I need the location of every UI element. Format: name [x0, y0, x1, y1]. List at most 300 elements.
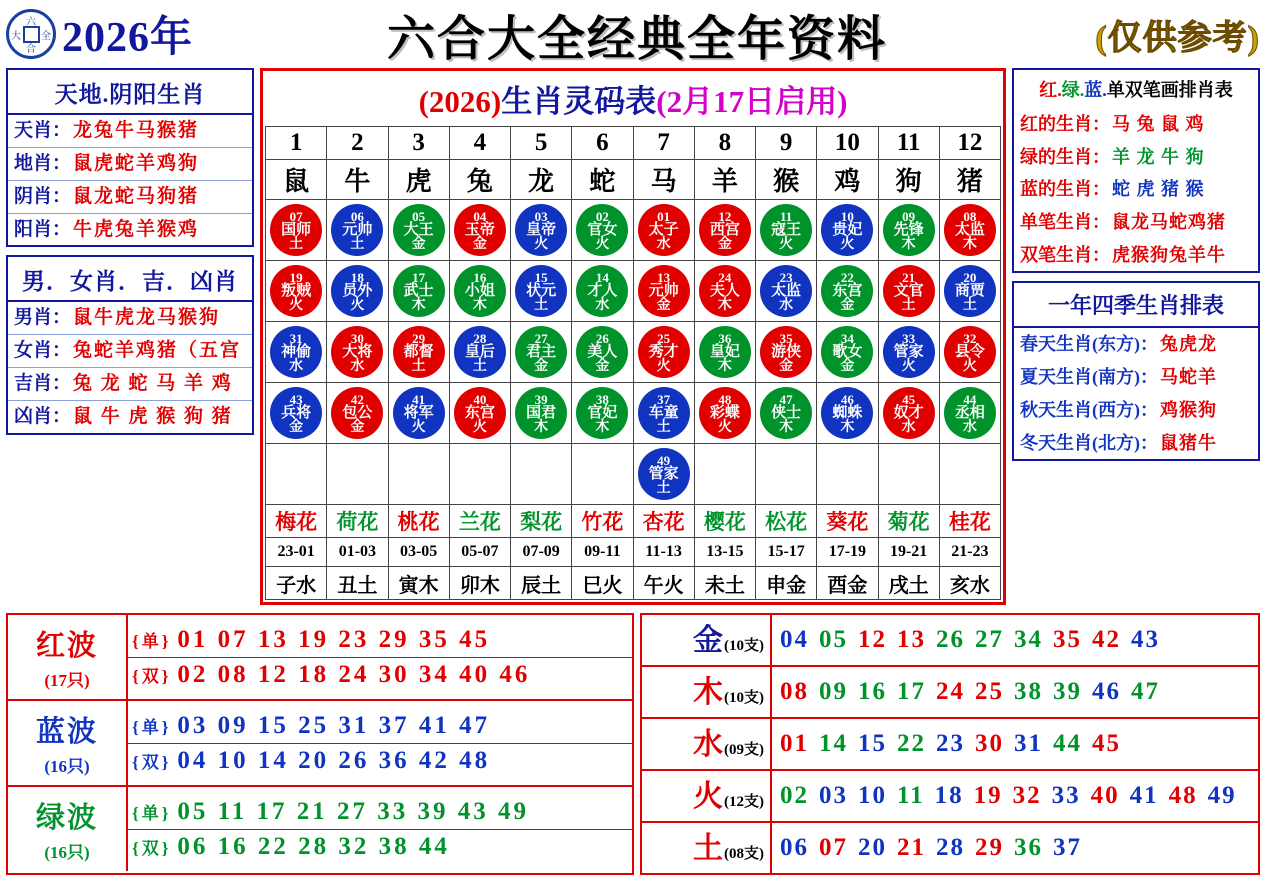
ball-element: 金: [411, 237, 426, 252]
element-number: 47: [1131, 678, 1160, 705]
ball-number: 32: [963, 331, 977, 346]
ball-title: 贵妃: [832, 222, 863, 238]
element-number: 40: [1090, 782, 1120, 809]
element-label: 酉金: [817, 567, 878, 600]
odd-even-tag: {双}: [132, 667, 172, 686]
element-label-cell: [642, 771, 772, 821]
element-number: 41: [1129, 782, 1159, 809]
ball-number: 06: [350, 209, 364, 224]
ball-cell: [327, 383, 388, 444]
ball-number: 03: [534, 209, 548, 224]
ball-title: 官女: [587, 222, 618, 238]
ball-number: 20: [963, 270, 977, 285]
title-main: 生肖灵码表: [501, 84, 657, 119]
wave-number-line: [128, 743, 632, 778]
heaven-earth-box: [6, 68, 254, 247]
ball-title: 太监: [771, 283, 802, 299]
ball-cell: [449, 444, 510, 505]
element-number: 32: [1012, 782, 1042, 809]
element-number: 02: [780, 782, 809, 809]
column-number: 3: [388, 127, 449, 160]
element-number: 39: [1053, 678, 1082, 705]
ball-number: 46: [840, 392, 854, 407]
number-ball[interactable]: [821, 204, 873, 256]
bottom-row: [0, 605, 1266, 875]
wave-row: [8, 701, 632, 787]
ball-element: 木: [962, 237, 977, 252]
zodiac-name: 马: [633, 160, 694, 200]
ball-number: 11: [779, 209, 793, 224]
number-ball[interactable]: [454, 265, 506, 317]
element-count: (09支): [724, 742, 764, 758]
number-ball[interactable]: [454, 204, 506, 256]
ball-cell: [388, 383, 449, 444]
ball-cell: [266, 200, 327, 261]
number-ball[interactable]: [638, 448, 690, 500]
list-item: [1014, 394, 1258, 427]
element-number: 06: [780, 834, 809, 861]
ball-title: 兵将: [281, 405, 312, 421]
title-year: (2026): [418, 84, 502, 119]
wave-number-line: [128, 657, 632, 692]
ball-cell: [939, 261, 1000, 322]
element-number: 19: [973, 782, 1003, 809]
page-header: [0, 0, 1266, 68]
ball-cell: [633, 200, 694, 261]
ball-title: 丞相: [954, 405, 985, 421]
ball-element: 火: [656, 359, 671, 374]
ball-element: 火: [534, 237, 549, 252]
column-number: 12: [939, 127, 1000, 160]
ball-cell: [572, 261, 633, 322]
ball-number: 30: [350, 331, 364, 346]
number-ball[interactable]: [944, 326, 996, 378]
number-ball[interactable]: [515, 326, 567, 378]
number-ball[interactable]: [515, 204, 567, 256]
number-ball[interactable]: [821, 326, 873, 378]
element-label: 卯木: [449, 567, 510, 600]
list-item: [8, 147, 252, 180]
element-label: 戌土: [878, 567, 939, 600]
ball-element: 土: [901, 298, 916, 313]
ball-title: 员外: [342, 283, 373, 299]
ball-cell: [694, 200, 755, 261]
ball-element: 金: [472, 237, 487, 252]
ball-cell: [327, 200, 388, 261]
ball-cell: [756, 383, 817, 444]
row-label: 吉肖：: [14, 373, 72, 395]
list-item: [8, 115, 252, 147]
number-ball[interactable]: [331, 204, 383, 256]
ball-number: 28: [473, 331, 487, 346]
number-ball[interactable]: [270, 387, 322, 439]
ball-title: 文官: [893, 283, 924, 299]
element-label: 巳火: [572, 567, 633, 600]
element-number: 35: [1053, 626, 1082, 653]
flower-name: 梅花: [266, 505, 327, 538]
number-ball[interactable]: [883, 387, 935, 439]
number-ball[interactable]: [576, 204, 628, 256]
number-ball[interactable]: [454, 387, 506, 439]
male-female-title: 男．女肖．吉．凶肖: [8, 257, 252, 302]
element-label: 亥水: [939, 567, 1000, 600]
ball-row-1: [266, 200, 1001, 261]
ball-number: 39: [534, 392, 548, 407]
element-number: 20: [858, 834, 887, 861]
number-ball[interactable]: [393, 387, 445, 439]
element-number: 46: [1092, 678, 1121, 705]
element-label: 丑土: [327, 567, 388, 600]
number-ball[interactable]: [270, 326, 322, 378]
row-value: 兔 龙 蛇 马 羊 鸡: [73, 373, 233, 395]
ball-element: 火: [717, 420, 732, 435]
ball-number: 49: [657, 453, 671, 468]
number-ball[interactable]: [821, 265, 873, 317]
element-number: 49: [1207, 782, 1237, 809]
row-value: 鼠龙马蛇鸡猪: [1112, 212, 1226, 233]
ball-element: 火: [595, 237, 610, 252]
ball-cell: [327, 261, 388, 322]
flower-name: 樱花: [694, 505, 755, 538]
element-number: 18: [934, 782, 964, 809]
ball-cell: [939, 444, 1000, 505]
number-ball[interactable]: [638, 265, 690, 317]
number-ball[interactable]: [883, 204, 935, 256]
wave-row: [8, 615, 632, 701]
ball-element: 木: [717, 298, 732, 313]
flower-name: 竹花: [572, 505, 633, 538]
number-range: 21-23: [939, 538, 1000, 567]
number-ball[interactable]: [515, 387, 567, 439]
number-ball[interactable]: [699, 387, 751, 439]
element-number: 16: [858, 678, 887, 705]
season-box: [1012, 281, 1260, 461]
ball-title: 东宫: [464, 405, 495, 421]
ball-cell: [939, 200, 1000, 261]
ball-cell: [449, 383, 510, 444]
ball-cell: [756, 322, 817, 383]
number-ball[interactable]: [576, 387, 628, 439]
ball-element: 土: [350, 237, 365, 252]
number-ball[interactable]: [454, 326, 506, 378]
row-value: 鼠 牛 虎 猴 狗 猪: [73, 405, 233, 427]
ball-title: 车童: [648, 405, 679, 421]
ball-cell: [511, 261, 572, 322]
element-group-row: [642, 615, 1258, 667]
ball-title: 歌女: [832, 344, 863, 360]
title-part: 蓝.: [1084, 80, 1107, 100]
element-row: [266, 567, 1001, 600]
ball-element: 木: [840, 420, 855, 435]
ball-title: 游侠: [771, 344, 802, 360]
row-value: 蛇 虎 猪 猴: [1112, 179, 1205, 200]
ball-element: 木: [717, 359, 732, 374]
number-ball[interactable]: [944, 204, 996, 256]
ball-number: 47: [779, 392, 793, 407]
row-value: 龙兔牛马猴猪: [73, 120, 200, 141]
ball-title: 小姐: [464, 283, 495, 299]
element-number: 10: [858, 782, 887, 809]
ball-title: 彩蝶: [709, 405, 740, 421]
ball-title: 太子: [648, 222, 679, 238]
element-label: 午火: [633, 567, 694, 600]
element-numbers: [772, 730, 1258, 758]
ball-title: 国君: [526, 405, 557, 421]
zodiac-code-table-panel: [260, 68, 1006, 605]
row-label: 夏天生肖(南方)：: [1020, 367, 1158, 388]
ball-row-4: [266, 383, 1001, 444]
column-number: 1: [266, 127, 327, 160]
wave-numbers: 05 11 17 21 27 33 39 43 49: [177, 797, 530, 825]
ball-number: 33: [902, 331, 916, 346]
ball-cell: [878, 383, 939, 444]
ball-title: 叛贼: [281, 283, 312, 299]
element-name: 水: [693, 728, 723, 761]
male-female-box: [6, 255, 254, 434]
ball-number: 44: [963, 392, 977, 407]
ball-title: 西宫: [709, 222, 740, 238]
ball-number: 29: [412, 331, 426, 346]
ball-element: 土: [289, 237, 304, 252]
number-ball[interactable]: [515, 265, 567, 317]
number-ball[interactable]: [331, 326, 383, 378]
ball-element: 水: [779, 298, 794, 313]
number-ball[interactable]: [944, 387, 996, 439]
ball-element: 火: [350, 298, 365, 313]
ball-cell: [572, 383, 633, 444]
row-value: 羊 龙 牛 狗: [1112, 146, 1205, 167]
wave-numbers: 02 08 12 18 24 30 34 40 46: [177, 660, 531, 688]
ball-title: 东宫: [832, 283, 863, 299]
ball-element: 木: [534, 420, 549, 435]
ball-cell: [817, 444, 878, 505]
number-ball[interactable]: [760, 326, 812, 378]
ball-title: 皇后: [464, 344, 495, 360]
ball-cell: [327, 444, 388, 505]
zodiac-name: 虎: [388, 160, 449, 200]
element-name: 火: [693, 780, 723, 813]
element-number: 23: [936, 730, 965, 757]
disclaimer-note: (仅供参考): [1095, 19, 1260, 57]
element-name: 土: [693, 832, 723, 865]
ball-element: 土: [656, 420, 671, 435]
ball-title: 才人: [587, 283, 618, 299]
flower-row: [266, 505, 1001, 538]
wave-number-line: [128, 795, 632, 829]
element-number: 12: [858, 626, 887, 653]
ball-element: 火: [901, 359, 916, 374]
odd-even-tag: {单}: [132, 804, 172, 823]
ball-number: 07: [289, 209, 303, 224]
ball-cell: [511, 322, 572, 383]
number-ball[interactable]: [760, 204, 812, 256]
ball-cell: [388, 322, 449, 383]
flower-name: 松花: [756, 505, 817, 538]
ball-element: 金: [717, 237, 732, 252]
wave-numbers-group: [128, 701, 632, 785]
ball-title: 太监: [954, 222, 985, 238]
list-item: [8, 334, 252, 367]
row-value: 马蛇羊: [1160, 367, 1217, 388]
zodiac-name: 羊: [694, 160, 755, 200]
ball-cell: [572, 200, 633, 261]
element-number: 34: [1014, 626, 1043, 653]
row-label: 女肖：: [14, 340, 72, 362]
number-ball[interactable]: [638, 387, 690, 439]
element-name: 木: [693, 676, 723, 709]
number-ball[interactable]: [638, 204, 690, 256]
ball-title: 夫人: [709, 283, 740, 299]
number-ball[interactable]: [331, 387, 383, 439]
number-ball[interactable]: [821, 387, 873, 439]
number-ball[interactable]: [331, 265, 383, 317]
element-number: 43: [1131, 626, 1160, 653]
ball-title: 元帅: [648, 283, 679, 299]
list-item: [1014, 361, 1258, 394]
element-label-cell: [642, 823, 772, 873]
number-ball[interactable]: [883, 265, 935, 317]
element-number: 08: [780, 678, 809, 705]
heaven-earth-title: 天地.阴阳生肖: [8, 70, 252, 115]
row-label: 春天生肖(东方)：: [1020, 334, 1158, 355]
number-ball[interactable]: [699, 204, 751, 256]
ball-number: 42: [350, 392, 364, 407]
ball-title: 大将: [342, 344, 373, 360]
element-number: 14: [819, 730, 848, 757]
number-range: 15-17: [756, 538, 817, 567]
number-range: 13-15: [694, 538, 755, 567]
element-label: 申金: [756, 567, 817, 600]
ball-cell: [449, 261, 510, 322]
element-numbers: [772, 626, 1258, 654]
ball-number: 48: [718, 392, 732, 407]
ball-element: 金: [595, 359, 610, 374]
ball-cell: [817, 200, 878, 261]
ball-title: 神偷: [281, 344, 312, 360]
list-item: [8, 400, 252, 433]
row-label: 红的生肖：: [1020, 114, 1110, 134]
coin-icon: 六 合 大 全: [6, 9, 56, 59]
ball-element: 火: [962, 359, 977, 374]
row-label: 男肖：: [14, 307, 72, 329]
ball-number: 04: [473, 209, 487, 224]
header-center: [254, 0, 1020, 69]
number-ball[interactable]: [638, 326, 690, 378]
element-count: (12支): [724, 794, 764, 810]
flower-name: 梨花: [511, 505, 572, 538]
title-part: 绿.: [1061, 80, 1085, 100]
row-label: 秋天生肖(西方)：: [1020, 399, 1158, 420]
number-ball[interactable]: [576, 326, 628, 378]
zodiac-name: 蛇: [572, 160, 633, 200]
ball-number: 40: [473, 392, 487, 407]
number-ball[interactable]: [270, 204, 322, 256]
element-numbers: [772, 834, 1258, 862]
ball-number: 27: [534, 331, 548, 346]
zodiac-grid: [265, 126, 1001, 600]
ball-title: 寇王: [771, 222, 802, 238]
ball-number: 41: [412, 392, 426, 407]
number-ball[interactable]: [760, 387, 812, 439]
element-number: 28: [936, 834, 965, 861]
ball-cell: [266, 322, 327, 383]
ball-cell: [572, 322, 633, 383]
left-column: [6, 68, 254, 435]
flower-name: 杏花: [633, 505, 694, 538]
number-ball[interactable]: [393, 204, 445, 256]
element-number: 45: [1092, 730, 1121, 757]
row-label: 阴肖：: [14, 185, 72, 207]
ball-element: 水: [901, 420, 916, 435]
ball-title: 美人: [587, 344, 618, 360]
ball-number: 22: [840, 270, 854, 285]
zodiac-name: 狗: [878, 160, 939, 200]
column-number: 8: [694, 127, 755, 160]
number-ball[interactable]: [944, 265, 996, 317]
number-ball[interactable]: [699, 265, 751, 317]
list-item: [1014, 239, 1258, 272]
row-value: 鸡猴狗: [1160, 399, 1217, 420]
ball-title: 包公: [342, 405, 373, 421]
ball-element: 水: [656, 237, 671, 252]
wave-number-line: [128, 829, 632, 864]
zodiac-name: 鸡: [817, 160, 878, 200]
flower-name: 荷花: [327, 505, 388, 538]
list-item: [1014, 173, 1258, 206]
element-number: 31: [1014, 730, 1043, 757]
wave-name: 红波: [35, 630, 98, 662]
flower-name: 菊花: [878, 505, 939, 538]
number-ball[interactable]: [883, 326, 935, 378]
element-number: 01: [780, 730, 809, 757]
flower-name: 桂花: [939, 505, 1000, 538]
ball-cell: [266, 261, 327, 322]
ball-row-3: [266, 322, 1001, 383]
color-stroke-box: [1012, 68, 1260, 273]
wave-row: [8, 787, 632, 871]
ball-cell: [633, 383, 694, 444]
ball-number: 31: [289, 331, 303, 346]
number-ball[interactable]: [270, 265, 322, 317]
number-ball[interactable]: [760, 265, 812, 317]
ball-element: 水: [595, 298, 610, 313]
ball-title: 奴才: [893, 405, 924, 421]
ball-title: 皇妃: [709, 344, 740, 360]
ball-number: 25: [657, 331, 671, 346]
ball-element: 火: [289, 298, 304, 313]
number-ball[interactable]: [576, 265, 628, 317]
element-number: 24: [936, 678, 965, 705]
ball-cell: [266, 444, 327, 505]
element-number: 05: [819, 626, 848, 653]
element-label-cell: [642, 615, 772, 665]
ball-number: 23: [779, 270, 793, 285]
main-row: [0, 68, 1266, 605]
wave-numbers-group: [128, 615, 632, 699]
element-number: 07: [819, 834, 848, 861]
ball-number: 45: [902, 392, 916, 407]
odd-even-tag: {单}: [132, 718, 172, 737]
element-label: 子水: [266, 567, 327, 600]
number-ball[interactable]: [393, 265, 445, 317]
list-item: [8, 213, 252, 246]
zodiac-table-title: [265, 73, 1001, 126]
ball-number: 12: [718, 209, 732, 224]
number-ball[interactable]: [699, 326, 751, 378]
wave-number-line: [128, 709, 632, 743]
number-ball[interactable]: [393, 326, 445, 378]
ball-element: 木: [595, 420, 610, 435]
